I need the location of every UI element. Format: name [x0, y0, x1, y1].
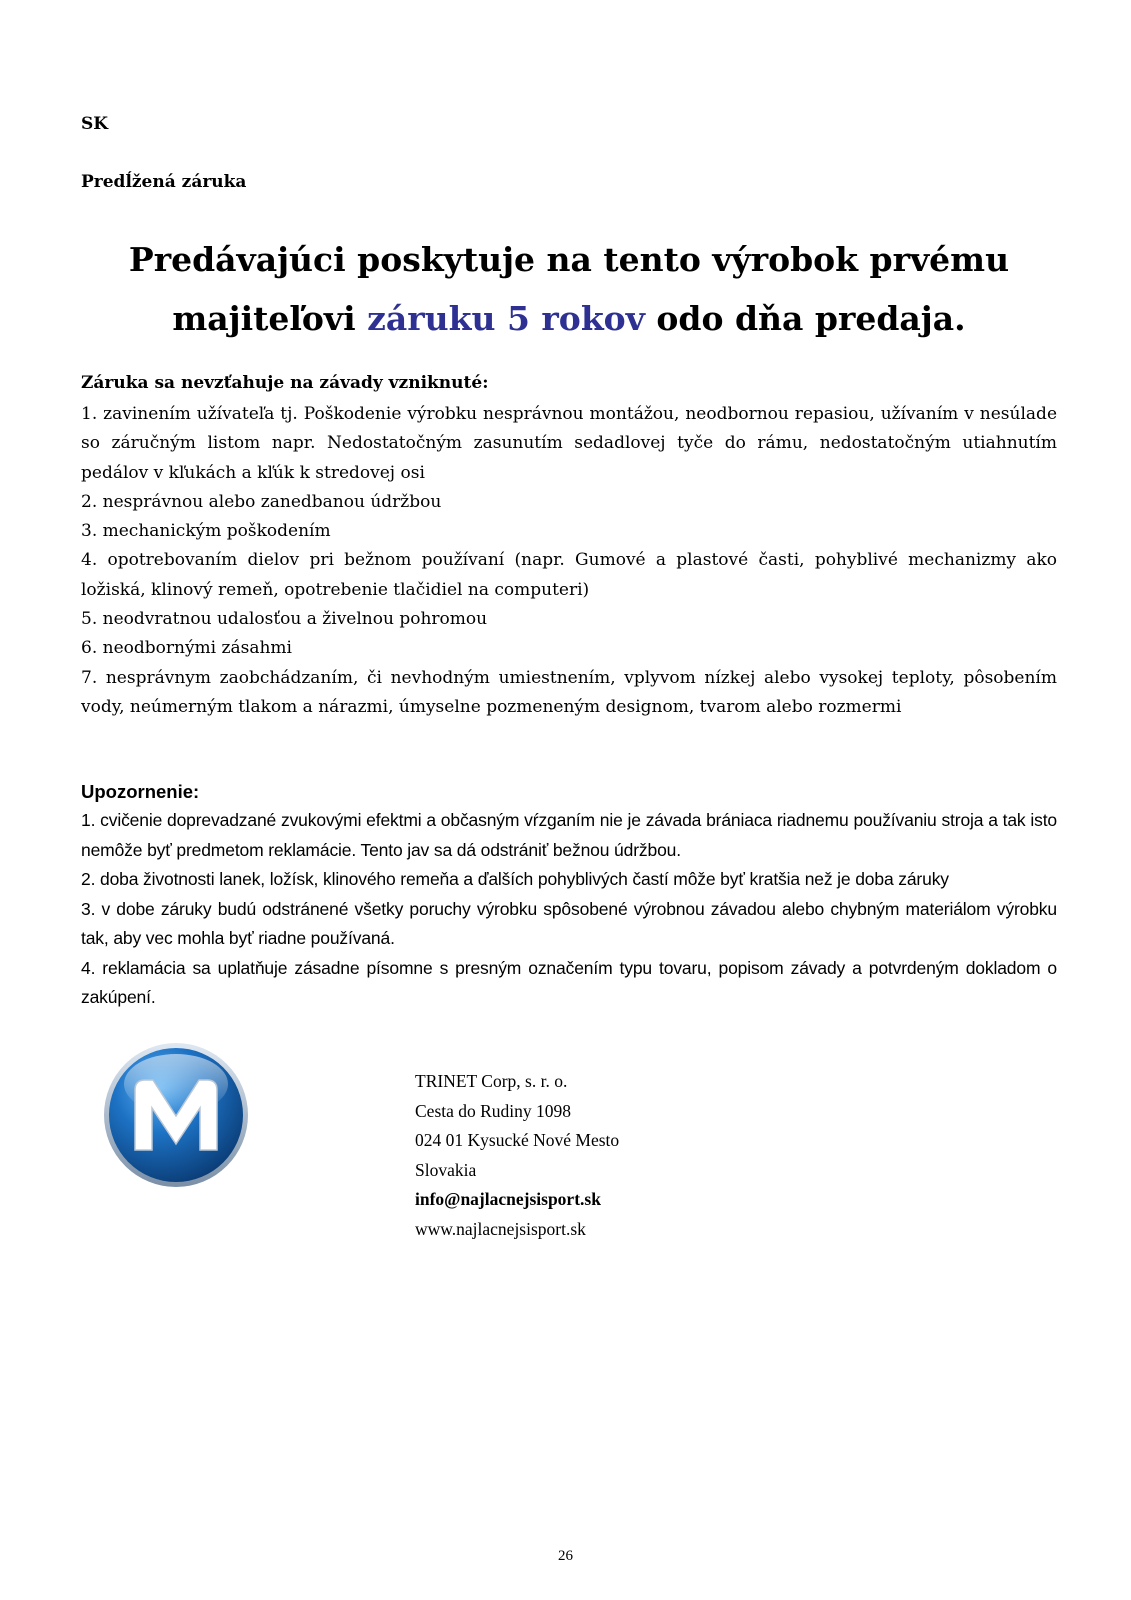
list-item: 1. cvičenie doprevadzané zvukovými efektmi a občasným vŕzganím nie je závada brániaca riadnemu používaniu stroja a tak isto nemôže byť predmetom reklamácie. Tento jav sa dá odstrániť bežnou údržbou. [81, 810, 1057, 860]
list-item: 7. nesprávnym zaobchádzaním, či nevhodným umiestnením, vplyvom nízkej alebo vysokej teploty, pôsobením vody, neúmerným tlakom a nárazmi, úmyselne pozmeneným designom, tvarom alebo rozmermi [81, 667, 1057, 717]
list-item: 5. neodvratnou udalosťou a živelnou pohromou [81, 609, 488, 630]
list-item: 3. v dobe záruky budú odstránené všetky poruchy výrobku spôsobené výrobnou závadou alebo chybným materiálom výrobku tak, aby vec mohla byť riadne používaná. [81, 898, 1057, 948]
warranty-period-highlight: záruku 5 rokov [367, 299, 645, 338]
list-item: 3. mechanickým poškodením [81, 521, 331, 542]
exclusions-heading: Záruka sa nevzťahuje na závady vzniknuté: [81, 373, 489, 393]
exclusions-list [81, 400, 1057, 722]
list-item: 4. opotrebovaním dielov pri bežnom používaní (napr. Gumové a plastové časti, pohyblivé mechanizmy ako ložiská, klinový remeň, opotrebenie tlačidiel na computeri) [81, 550, 1057, 600]
document-subtitle: Predĺžená záruka [81, 172, 247, 192]
list-item: 2. nesprávnou alebo zanedbanou údržbou [81, 491, 442, 512]
company-logo [103, 1042, 249, 1188]
notice-list [81, 806, 1057, 1013]
list-item: 6. neodbornými zásahmi [81, 638, 292, 659]
notice-heading: Upozornenie: [81, 781, 200, 802]
company-country: Slovakia [415, 1159, 477, 1180]
headline-line-1: Predávajúci poskytuje na tento výrobok prvému [128, 240, 1010, 279]
company-address [415, 1067, 619, 1244]
list-item: 4. reklamácia sa uplatňuje zásadne písomne s presným označením typu tovaru, popisom závady a potvrdeným dokladom o zakúpení. [81, 957, 1057, 1007]
company-street: Cesta do Rudiny 1098 [415, 1100, 572, 1121]
headline-text-before: majiteľovi [172, 299, 368, 338]
list-item: 2. doba životnosti lanek, ložísk, klinového remeňa a ďalších pohyblivých častí môže byť kratšia než je doba záruky [81, 869, 949, 889]
company-email: info@najlacnejsisport.sk [415, 1189, 601, 1209]
headline-text-after: odo dňa predaja. [644, 299, 966, 338]
company-name: TRINET Corp, s. r. o. [415, 1071, 568, 1091]
language-code: SK [81, 114, 109, 134]
headline-line-2 [81, 289, 1057, 348]
company-website: www.najlacnejsisport.sk [415, 1218, 586, 1239]
list-item: 1. zavinením užívateľa tj. Poškodenie výrobku nesprávnou montážou, neodbornou repasiou, užívaním v nesúlade so záručným listom napr. Nedostatočným zasunutím sedadlovej tyče do rámu, nedostatočným utiahnutím pedálov v kľukách a kľúk k stredovej osi [81, 404, 1057, 483]
warranty-headline [81, 230, 1057, 348]
m-emblem-icon [103, 1042, 249, 1188]
page-number: 26 [558, 1548, 573, 1564]
company-city: 024 01 Kysucké Nové Mesto [415, 1130, 620, 1150]
